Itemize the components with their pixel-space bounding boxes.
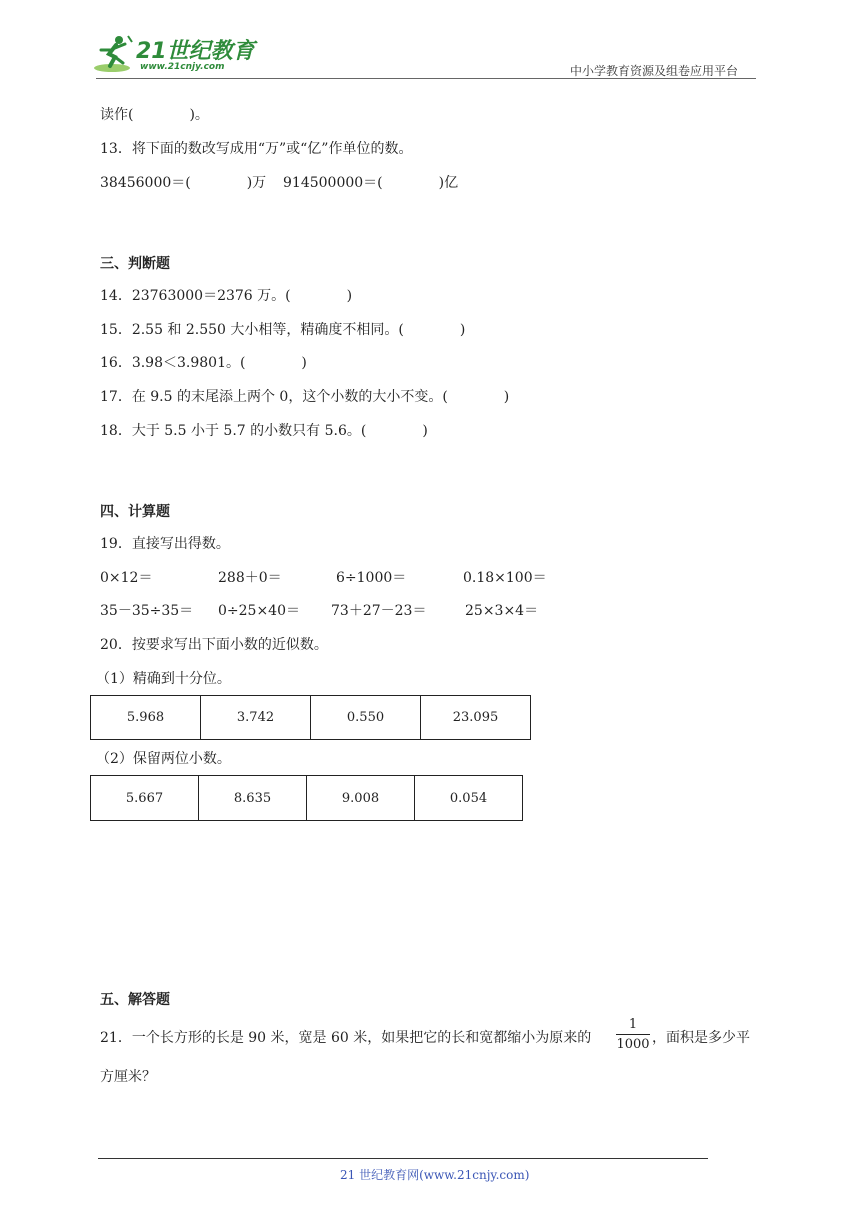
- question-20: 20．按要求写出下面小数的近似数。: [100, 637, 328, 653]
- question-21-text-end: ，面积是多少平: [652, 1030, 750, 1046]
- logo-text: 21世纪教育: [136, 39, 255, 64]
- section-5-title: 五、解答题: [100, 992, 170, 1008]
- calc-item: 25×3×4＝: [465, 603, 539, 619]
- question-16: 16．3.98＜3.9801。( ): [100, 355, 307, 371]
- decimal-table-2: [90, 775, 523, 821]
- question-17: 17．在 9.5 的末尾添上两个 0，这个小数的大小不变。( ): [100, 389, 510, 405]
- question-18: 18．大于 5.5 小于 5.7 的小数只有 5.6。( ): [100, 423, 428, 439]
- footer-divider: [98, 1158, 708, 1159]
- calc-item: 0×12＝: [100, 570, 153, 586]
- fraction-bar: [616, 1034, 650, 1035]
- table-cell: 8.635: [199, 776, 307, 821]
- q13-part-a: 38456000＝( )万: [100, 175, 267, 191]
- fraction-denominator: 1000: [616, 1037, 650, 1052]
- question-19: 19．直接写出得数。: [100, 536, 230, 552]
- table-cell: 5.968: [91, 696, 201, 740]
- question-15: 15．2.55 和 2.550 大小相等，精确度不相同。( ): [100, 322, 466, 338]
- footer-link[interactable]: 21 世纪教育网(www.21cnjy.com): [340, 1168, 530, 1182]
- question-13: 13．将下面的数改写成用“万”或“亿”作单位的数。: [100, 141, 413, 157]
- table-cell: 9.008: [307, 776, 415, 821]
- header-divider: [96, 78, 756, 79]
- question-14: 14．23763000＝2376 万。( ): [100, 288, 353, 304]
- table-cell: 0.054: [415, 776, 523, 821]
- sub-question-1: （1）精确到十分位。: [96, 671, 231, 687]
- section-4-title: 四、计算题: [100, 504, 170, 520]
- question-21-continuation: 方厘米？: [100, 1069, 156, 1085]
- read-as-line: 读作( )。: [100, 107, 209, 123]
- calc-item: 73＋27－23＝: [331, 603, 427, 619]
- site-logo: [92, 32, 262, 76]
- platform-name: 中小学教育资源及组卷应用平台: [570, 64, 739, 78]
- calc-item: 0.18×100＝: [463, 570, 547, 586]
- calc-item: 0÷25×40＝: [218, 603, 300, 619]
- calc-item: 6÷1000＝: [336, 570, 407, 586]
- calc-item: 35－35÷35＝: [100, 603, 194, 619]
- sub-question-2: （2）保留两位小数。: [96, 751, 231, 767]
- section-3-title: 三、判断题: [100, 256, 170, 272]
- table-cell: 5.667: [91, 776, 199, 821]
- decimal-table-1: [90, 695, 531, 740]
- q13-part-b: 914500000＝( )亿: [283, 175, 459, 191]
- table-cell: 23.095: [421, 696, 531, 740]
- logo-url: www.21cnjy.com: [140, 62, 225, 72]
- fraction-one-thousandth: [616, 1017, 650, 1052]
- table-cell: 3.742: [201, 696, 311, 740]
- runner-logo-icon: [92, 32, 136, 76]
- calc-item: 288＋0＝: [218, 570, 282, 586]
- fraction-numerator: 1: [628, 1017, 638, 1032]
- table-cell: 0.550: [311, 696, 421, 740]
- question-21-text: 21．一个长方形的长是 90 米，宽是 60 米，如果把它的长和宽都缩小为原来的: [100, 1030, 592, 1046]
